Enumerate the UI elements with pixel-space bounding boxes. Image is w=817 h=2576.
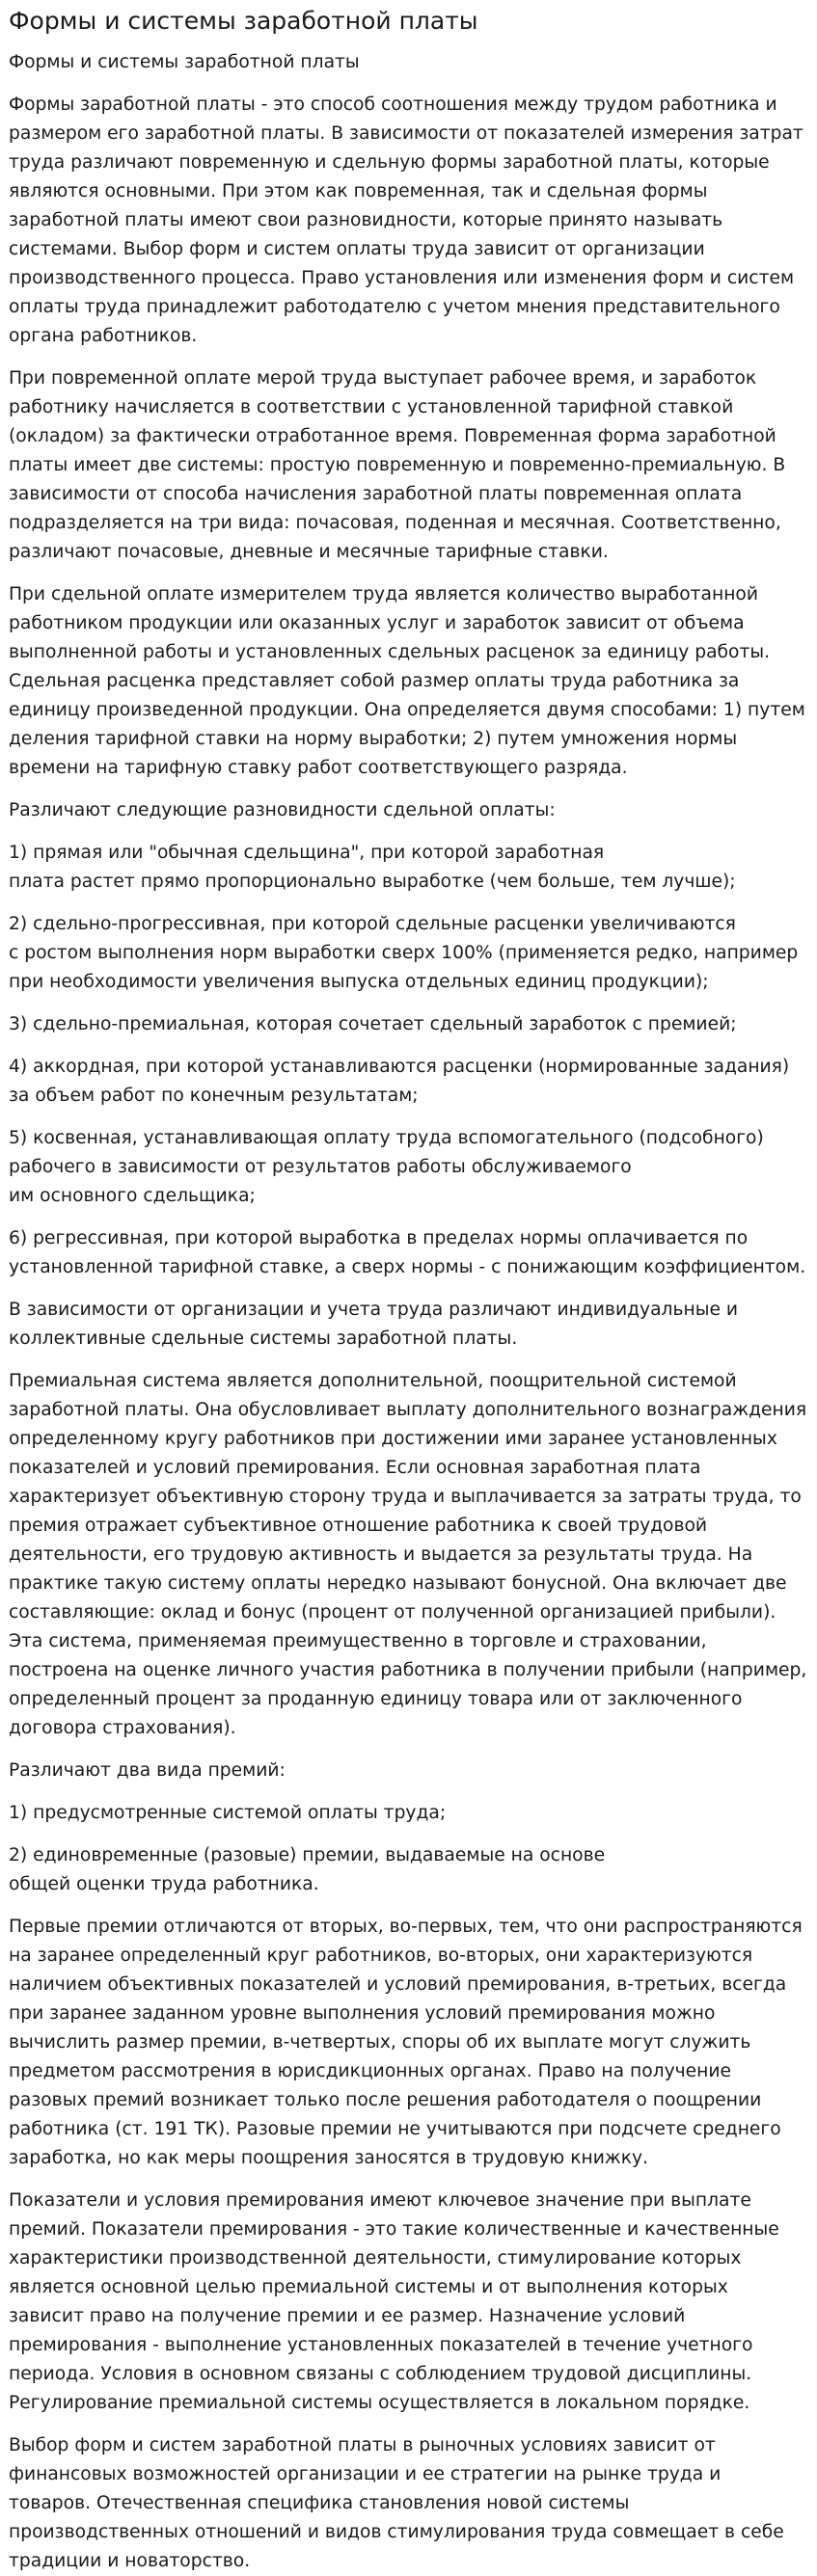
paragraph-bonus-system: Премиальная система является дополнительной, поощрительной системой заработной платы. Она обусловливает выплату дополнительного вознаграждения определенному кругу работников при достижении ими заранее установленных показателей и условий премирования. Если основная заработная плата характеризует объективную сторону труда и выплачивается за затраты труда, то премия отражает субъективное отношение работника к своей трудовой деятельности, его трудовую активность и выдается за результаты труда. На практике такую систему оплаты нередко называют бонусной. Она включает две составляющие: оклад и бонус (процент от полученной организацией прибыли). Эта система, применяемая преимущественно в торговле и страховании, построена на оценке личного участия работника в получении прибыли (например, определенный процент за проданную единицу товара или от заключенного договора страхования). [9, 1371, 807, 1738]
list-item-direct: 1) прямая или "обычная сдельщина", при которой заработная плата растет прямо пропорционально выработке (чем больше, тем лучше); [9, 843, 736, 892]
paragraph-piece-rate: При сдельной оплате измерителем труда является количество выработанной работником продукции или оказанных услуг и заработок зависит от объема выполненной работы и установленных сдельных расценок за единицу работы. Сдельная расценка представляет собой размер оплаты труда работника за единицу произведенной продукции. Она определяется двумя способами: 1) путем деления тарифной ставки на норму выработки; 2) путем умножения нормы времени на тарифную ставку работ соответствующего разряда. [9, 584, 805, 778]
list-item-chord: 4) аккордная, при которой устанавливаются расценки (нормированные задания) за объем работ по конечным результатам; [9, 1057, 790, 1106]
paragraph-bonus-indicators: Показатели и условия премирования имеют ключевое значение при выплате премий. Показатели премирования - это такие количественные и качественные характеристики производственной деятельности, стимулирование которых является основной целью премиальной системы и от выполнения которых зависит право на получение премии и ее размер. Назначение условий премирования - выполнение установленных показателей в течение учетного периода. Условия в основном связаны с соблюдением трудовой дисциплины. Регулирование премиальной системы осуществляется в локальном порядке. [9, 2190, 779, 2413]
page-title: Формы и системы заработной платы [9, 7, 478, 35]
paragraph-time-based: При повременной оплате мерой труда выступает рабочее время, и заработок работнику начисляется в соответствии с установленной тарифной ставкой (окладом) за фактически отработанное время. Повременная форма заработной платы имеет две системы: простую повременную и повременно-премиальную. В зависимости от способа начисления заработной платы повременная оплата подразделяется на три вида: почасовая, поденная и месячная. Соответственно, различают почасовые, дневные и месячные тарифные ставки. [9, 368, 786, 562]
paragraph-individual-collective: В зависимости от организации и учета труда различают индивидуальные и коллективные сдельные системы заработной платы. [9, 1300, 739, 1349]
list-item-bonus: 3) сдельно-премиальная, которая сочетает сдельный заработок с премией; [9, 1014, 737, 1034]
paragraph-intro: Формы заработной платы - это способ соотношения между трудом работника и размером его заработной платы. В зависимости от показателей измерения затрат труда различают повременную и сдельную формы заработной платы, которые являются основными. При этом как повременная, так и сдельная формы заработной платы имеют свои разновидности, которые принято называть системами. Выбор форм и систем оплаты труда зависит от организации производственного процесса. Право установления или изменения форм и систем оплаты труда принадлежит работодателю с учетом мнения представительного органа работников. [9, 94, 803, 346]
list-item-indirect: 5) косвенная, устанавливающая оплату труда вспомогательного (подсобного) рабочего в зависимости от результатов работы обслуживаемого им основного сдельщика; [9, 1128, 764, 1206]
list-item-system-bonus: 1) предусмотренные системой оплаты труда; [9, 1803, 447, 1823]
paragraph-bonus-differences: Первые премии отличаются от вторых, во-первых, тем, что они распространяются на заранее определенный круг работников, во-вторых, они характеризуются наличием объективных показателей и условий премирования, в-третьих, всегда при заранее заданном уровне выполнения условий премирования можно вычислить размер премии, в-четвертых, споры об их выплате могут служить предметом рассмотрения в юрисдикционных органах. Право на получение разовых премий возникает только после решения работодателя о поощрении работника (ст. 191 ТК). Разовые премии не учитываются при подсчете среднего заработка, но как меры поощрения заносятся в трудовую книжку. [9, 1917, 803, 2168]
page-subtitle: Формы и системы заработной платы [9, 52, 360, 72]
list-item-one-time-bonus: 2) единовременные (разовые) премии, выдаваемые на основе общей оценки труда работника. [9, 1845, 606, 1894]
paragraph-piece-rate-types-intro: Различают следующие разновидности сдельной оплаты: [9, 800, 556, 820]
list-item-progressive: 2) сдельно-прогрессивная, при которой сдельные расценки увеличиваются с ростом выполнения норм выработки сверх 100% (применяется редко, например при необходимости увеличения выпуска отдельных единиц продукции); [9, 914, 799, 992]
paragraph-bonus-types-intro: Различают два вида премий: [9, 1760, 286, 1781]
list-item-regressive: 6) регрессивная, при которой выработка в пределах нормы оплачивается по установленной тарифной ставке, а сверх нормы - с понижающим коэффициентом. [9, 1228, 806, 1277]
paragraph-conclusion: Выбор форм и систем заработной платы в рыночных условиях зависит от финансовых возможностей организации и ее стратегии на рынке труда и товаров. Отечественная специфика становления новой системы производственных отношений и видов стимулирования труда совмещает в себе традиции и новаторство. [9, 2435, 784, 2571]
